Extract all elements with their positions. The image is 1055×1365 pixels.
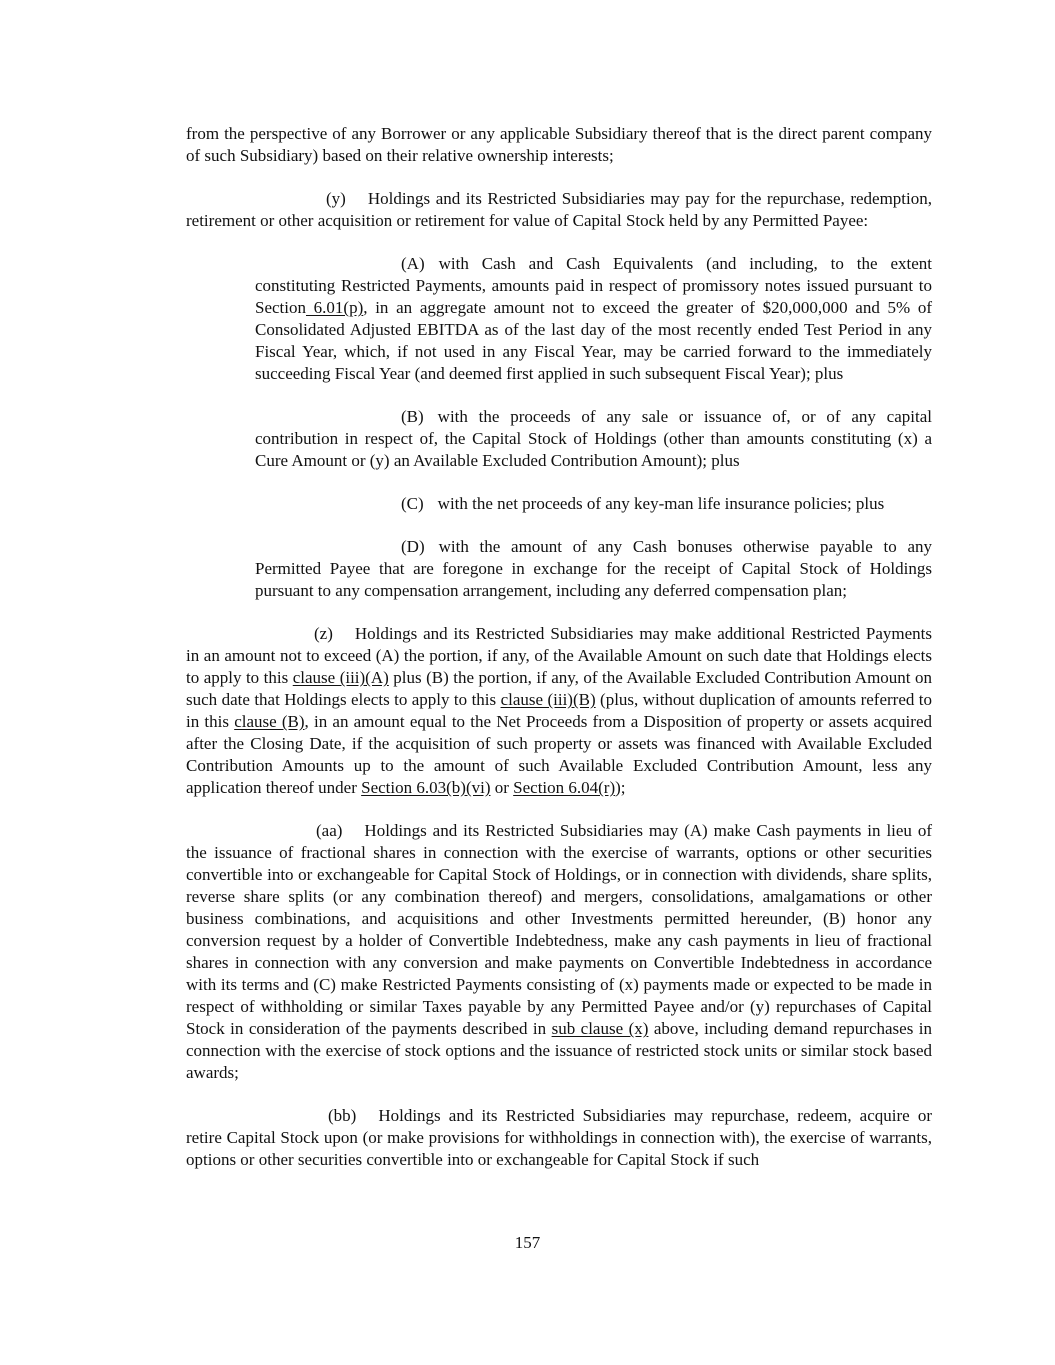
section-reference-link[interactable]: Section 6.04(r) (513, 778, 616, 797)
clause-label: (C) (401, 494, 424, 513)
clause-reference-link[interactable]: sub clause (x) (551, 1019, 649, 1038)
paragraph-text: from the perspective of any Borrower or any applicable Subsidiary thereof that is the direct parent company of such Subsidiary) based on their relative ownership interests; (186, 124, 932, 165)
paragraph-y (186, 188, 932, 232)
subclause-D (255, 536, 932, 602)
clause-label: (A) (401, 254, 425, 273)
clause-label: (bb) (328, 1106, 357, 1125)
paragraph-text: ); (615, 778, 626, 797)
section-reference-link[interactable]: 6.01(p) (306, 298, 364, 317)
paragraph-text: , in an aggregate amount not to exceed the greater of $20,000,000 and 5% of Consolidated Adjusted EBITDA as of the last day of the most recently ended Test Period in any Fiscal Year, which, if not used in any Fiscal Year, may be carried forward to the immediately succeeding Fiscal Year (and deemed first applied in such subsequent Fiscal Year); plus (255, 298, 933, 383)
paragraph-z (186, 623, 932, 799)
clause-reference-link[interactable]: clause (iii)(B) (500, 690, 596, 709)
paragraph-text: above, including demand repurchases in connection with the exercise of stock options and the issuance of restricted stock units or similar stock based awards; (186, 1019, 933, 1082)
subclause-C (255, 493, 932, 515)
clause-label: (aa) (316, 821, 343, 840)
paragraph-intro (186, 123, 932, 167)
clause-label: (y) (326, 189, 346, 208)
section-reference-link[interactable]: Section 6.03(b)(vi) (361, 778, 491, 797)
paragraph-bb (186, 1105, 932, 1171)
clause-label: (B) (401, 407, 424, 426)
subclause-B (255, 406, 932, 472)
paragraph-text: with the net proceeds of any key-man life insurance policies; plus (437, 494, 885, 513)
clause-label: (D) (401, 537, 425, 556)
subclause-A (255, 253, 932, 385)
paragraph-text: Holdings and its Restricted Subsidiaries may pay for the repurchase, redemption, retirement or other acquisition or retirement for value of Capital Stock held by any Permitted Payee: (186, 189, 932, 230)
paragraph-text: Holdings and its Restricted Subsidiaries may repurchase, redeem, acquire or retire Capital Stock upon (or make provisions for withholdings in connection with), the exercise of warrants, options or other securities convertible into or exchangeable for Capital Stock if such (186, 1106, 932, 1169)
paragraph-text: , in an amount equal to the Net Proceeds from a Disposition of property or assets acquired after the Closing Date, if the acquisition of such property or assets was financed with Available Excluded Contribution Amounts up to the amount of such Available Excluded Contribution Amount, less any application thereof under (186, 712, 932, 797)
paragraph-text: Holdings and its Restricted Subsidiaries may make additional Restricted Payments in an amount not to exceed (A) the portion, if any, of the Available Amount on such date that Holdings elects to apply to this (186, 624, 932, 687)
paragraph-text: with Cash and Cash Equivalents (and including, to the extent constituting Restricted Payments, amounts paid in respect of promissory notes issued pursuant to Section (255, 254, 932, 317)
document-page (186, 123, 932, 1192)
paragraph-text: or (490, 778, 514, 797)
paragraph-text: plus (B) the portion, if any, of the Available Excluded Contribution Amount on such date that Holdings elects to apply to this (186, 668, 933, 709)
clause-reference-link[interactable]: clause (iii)(A) (292, 668, 389, 687)
clause-label: (z) (314, 624, 333, 643)
paragraph-text: with the proceeds of any sale or issuance of, or of any capital contribution in respect of, the Capital Stock of Holdings (other than amounts constituting (x) a Cure Amount or (y) an Available Excluded Contribution Amount); plus (255, 407, 932, 470)
paragraph-aa (186, 820, 932, 1084)
clause-reference-link[interactable]: clause (B) (234, 712, 305, 731)
paragraph-text: Holdings and its Restricted Subsidiaries may (A) make Cash payments in lieu of the issuance of fractional shares in connection with the exercise of warrants, options or other securities convertible into or exchangeable for Capital Stock of Holdings, or in connection with dividends, share splits, reverse share splits (or any combination thereof) and mergers, consolidations, amalgamations or other business combinations, and acquisitions and other Investments permitted hereunder, (B) honor any conversion request by a holder of Convertible Indebtedness, make any cash payments in lieu of fractional shares in connection with any conversion and make payments on Convertible Indebtedness in accordance with its terms and (C) make Restricted Payments consisting of (x) payments made or expected to be made in respect of withholding or similar Taxes payable by any Permitted Payee and/or (y) repurchases of Capital Stock in consideration of the payments described in (186, 821, 932, 1038)
paragraph-text: with the amount of any Cash bonuses otherwise payable to any Permitted Payee that are foregone in exchange for the receipt of Capital Stock of Holdings pursuant to any compensation arrangement, including any deferred compensation plan; (255, 537, 932, 600)
page-number: 157 (514, 1233, 541, 1252)
paragraph-text: (plus, without duplication of amounts referred to in this (186, 690, 933, 731)
